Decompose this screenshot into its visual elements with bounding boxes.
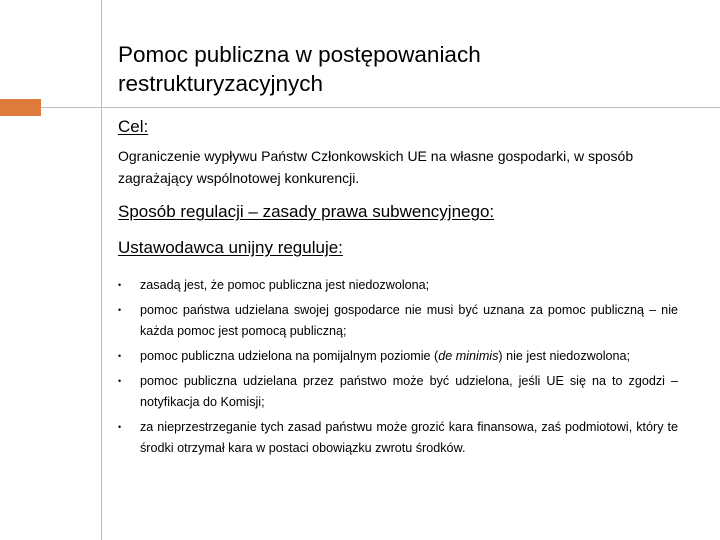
goal-heading: Cel: [118,117,149,136]
bullet-marker: • [118,422,122,432]
list-item [118,346,678,367]
bullet-text [140,349,630,363]
bullet-marker: • [118,305,122,315]
method-heading: Sposób regulacji – zasady prawa subwencyjnego: [118,202,495,221]
bullet-text: pomoc publiczna udzielana przez państwo może być udzielona, jeśli UE się na to zgodzi – notyfikacja do Komisji; [140,374,678,409]
list-item [118,417,678,459]
accent-block [0,99,41,116]
frame-horizontal-line [0,107,720,108]
bullet-text: za nieprzestrzeganie tych zasad państwu może grozić kara finansowa, zaś podmiotowi, który te środki otrzymał kara w postaci obowiązku zwrotu środków. [140,420,678,455]
bullet-text-before: pomoc publiczna udzielona na pomijalnym poziomie ( [140,349,439,363]
bullet-marker: • [118,280,122,290]
list-item [118,371,678,413]
goal-text: Ograniczenie wypływu Państw Członkowskich UE na własne gospodarki, w sposób zagrażający wspólnotowej konkurencji. [118,148,634,186]
list-item [118,300,678,342]
bullet-list [118,275,678,459]
bullet-text: pomoc państwa udzielana swojej gospodarce nie musi być uznana za pomoc publiczną – nie każda pomoc jest pomocą publiczną; [140,303,678,338]
frame-vertical-line [101,0,102,540]
bullet-text-italic: de minimis [438,349,499,363]
list-item [118,275,678,296]
slide-content [118,116,678,463]
bullet-text-after: ) nie jest niedozwolona; [498,349,631,363]
bullet-marker: • [118,376,122,386]
bullet-marker: • [118,351,122,361]
regulator-heading: Ustawodawca unijny reguluje: [118,238,343,257]
slide-title: Pomoc publiczna w postępowaniach restrukturyzacyjnych [118,42,481,96]
bullet-text: zasadą jest, że pomoc publiczna jest niedozwolona; [140,278,430,292]
